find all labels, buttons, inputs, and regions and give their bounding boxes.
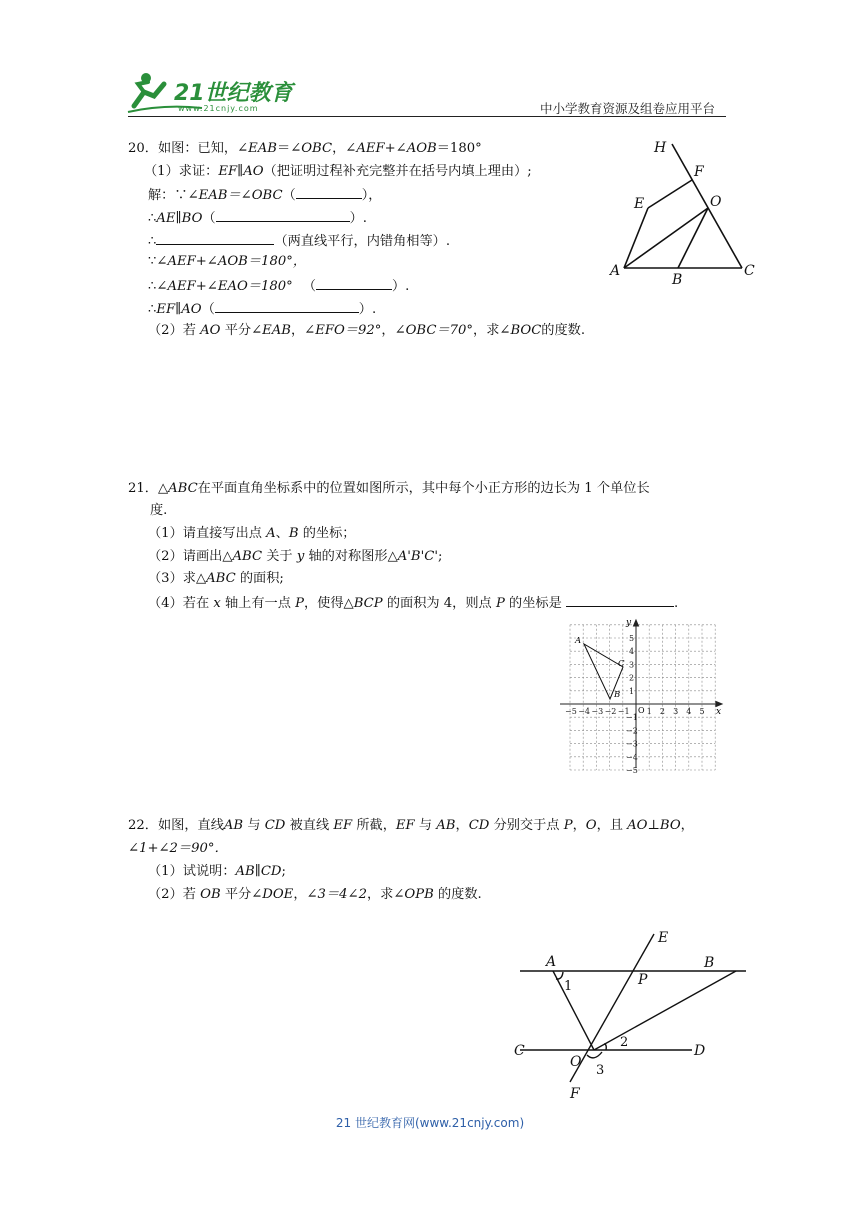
q20-blank-3[interactable]: [156, 229, 274, 245]
q21-part4: （4）若在 x 轴上有一点 P，使得△BCP 的面积为 4，则点 P 的坐标是 .: [148, 591, 678, 616]
x-tick-label: 4: [686, 707, 692, 716]
q22-part2: （2）若 OB 平分∠DOE，∠3＝4∠2，求∠OPB 的度数.: [148, 887, 482, 902]
line-ch: [672, 144, 742, 268]
label-c: C: [514, 1043, 525, 1059]
grid-lines: [570, 625, 715, 770]
y-tick-label: −5: [626, 766, 638, 774]
line-ao: [553, 971, 594, 1050]
line-bo: [678, 208, 708, 268]
x-tick-label: 2: [659, 707, 665, 716]
label-c: C: [744, 263, 755, 279]
q20-part1: （1）求证：EF∥AO（把证明过程补充完整并在括号内填上理由）;: [144, 164, 532, 179]
logo: [124, 68, 294, 116]
y-tick-label: −4: [626, 752, 638, 762]
x-tick-label: 5: [699, 707, 705, 716]
q20-part2: （2）若 AO 平分∠EAB，∠EFO＝92°，∠OBC＝70°，求∠BOC的度数.: [148, 323, 586, 338]
line-ef: [648, 180, 692, 208]
logo-url: www.21cnjy.com: [178, 104, 259, 113]
origin-label: O: [638, 706, 645, 715]
x-axis-arrow-icon: [716, 702, 722, 707]
q21-intro-cont: 度.: [150, 503, 168, 518]
x-tick-label: −1: [617, 707, 630, 716]
x-tick-label: −3: [591, 707, 604, 716]
label-e: E: [634, 196, 645, 212]
q20-figure: [600, 136, 770, 288]
x-tick-label: 3: [673, 707, 679, 716]
angle-1-label: 1: [564, 979, 573, 994]
logo-text: 21世纪教育: [174, 81, 293, 106]
label-f: F: [570, 1086, 580, 1102]
y-axis-arrow-icon: [634, 620, 639, 626]
label-b: B: [672, 272, 683, 288]
q20-blank-4[interactable]: [316, 274, 392, 290]
q20-blank-2[interactable]: [216, 206, 350, 222]
x-tick-label: −5: [565, 707, 577, 716]
q20-line5: ∴∠AEF+∠EAO＝180° （ ）.: [148, 274, 409, 299]
q21-answer-blank[interactable]: [566, 591, 674, 607]
y-tick-label: 3: [629, 660, 635, 670]
y-tick-label: −3: [626, 739, 638, 749]
label-a: A: [546, 954, 557, 970]
axes: [560, 620, 722, 768]
q21-part2: （2）请画出△ABC 关于 y 轴的对称图形△A'B'C';: [148, 549, 443, 564]
label-a: A: [610, 263, 621, 279]
label-d: D: [694, 1043, 706, 1059]
q20-intro: 20．如图：已知，∠EAB＝∠OBC，∠AEF+∠AOB＝180°: [128, 141, 482, 156]
q20-line2: ∴AE∥BO（ ）.: [148, 206, 367, 231]
label-o: O: [710, 194, 722, 210]
footer-source: 21 世纪教育网(www.21cnjy.com): [335, 1116, 525, 1130]
x-tick-label: −4: [578, 707, 590, 716]
platform-title: 中小学教育资源及组卷应用平台: [540, 101, 716, 116]
q21-part1: （1）请直接写出点 A、B 的坐标；: [148, 526, 356, 541]
q22-figure: [508, 924, 753, 1104]
line-ob: [594, 971, 736, 1050]
x-tick-label: 1: [646, 707, 652, 716]
label-b: B: [704, 955, 715, 971]
q22-intro: 22．如图，直线AB 与 CD 被直线 EF 所截，EF 与 AB，CD 分别交于点 P，O，且 AO⊥BO，: [128, 818, 694, 833]
header-divider: [128, 116, 726, 117]
x-tick-label: −2: [604, 707, 617, 716]
y-tick-label: 2: [629, 673, 635, 683]
q21-coordinate-grid: [556, 616, 728, 774]
q20-blank-5[interactable]: [215, 297, 359, 313]
label-e: E: [658, 930, 669, 946]
q20-line6: ∴EF∥AO（ ）.: [148, 297, 376, 322]
y-tick-label: −2: [626, 726, 638, 736]
y-tick-label: −1: [626, 713, 638, 723]
line-ef: [570, 934, 654, 1082]
q20-line4: ∵∠AEF+∠AOB＝180°，: [148, 254, 307, 269]
label-o: O: [570, 1054, 582, 1070]
angle-3-arc: [587, 1052, 602, 1058]
angle-2-label: 2: [620, 1035, 629, 1050]
y-tick-label: 1: [629, 686, 635, 696]
y-tick-label: 5: [629, 634, 635, 643]
q22-intro-cont: ∠1+∠2＝90°．: [128, 841, 228, 856]
q20-blank-1[interactable]: [296, 183, 362, 199]
point-a-label: A: [575, 636, 582, 646]
q21-intro: 21．△ABC在平面直角坐标系中的位置如图所示，其中每个小正方形的边长为 1 个单位长: [128, 481, 650, 496]
y-axis-label: y: [626, 618, 632, 628]
point-c-label: C: [618, 659, 625, 669]
q20-line1: 解：∵∠EAB＝∠OBC（ ），: [148, 183, 382, 208]
point-b-label: B: [614, 690, 621, 700]
label-p: P: [638, 972, 648, 988]
label-h: H: [654, 140, 667, 156]
x-axis-label: x: [716, 707, 722, 717]
label-f: F: [694, 164, 704, 180]
q21-part3: （3）求△ABC 的面积;: [148, 571, 284, 586]
q22-part1: （1）试说明：AB∥CD;: [148, 864, 286, 879]
q20-line3: ∴ （两直线平行，内错角相等）.: [148, 229, 450, 254]
y-tick-label: 4: [629, 647, 635, 657]
angle-3-label: 3: [596, 1063, 605, 1078]
